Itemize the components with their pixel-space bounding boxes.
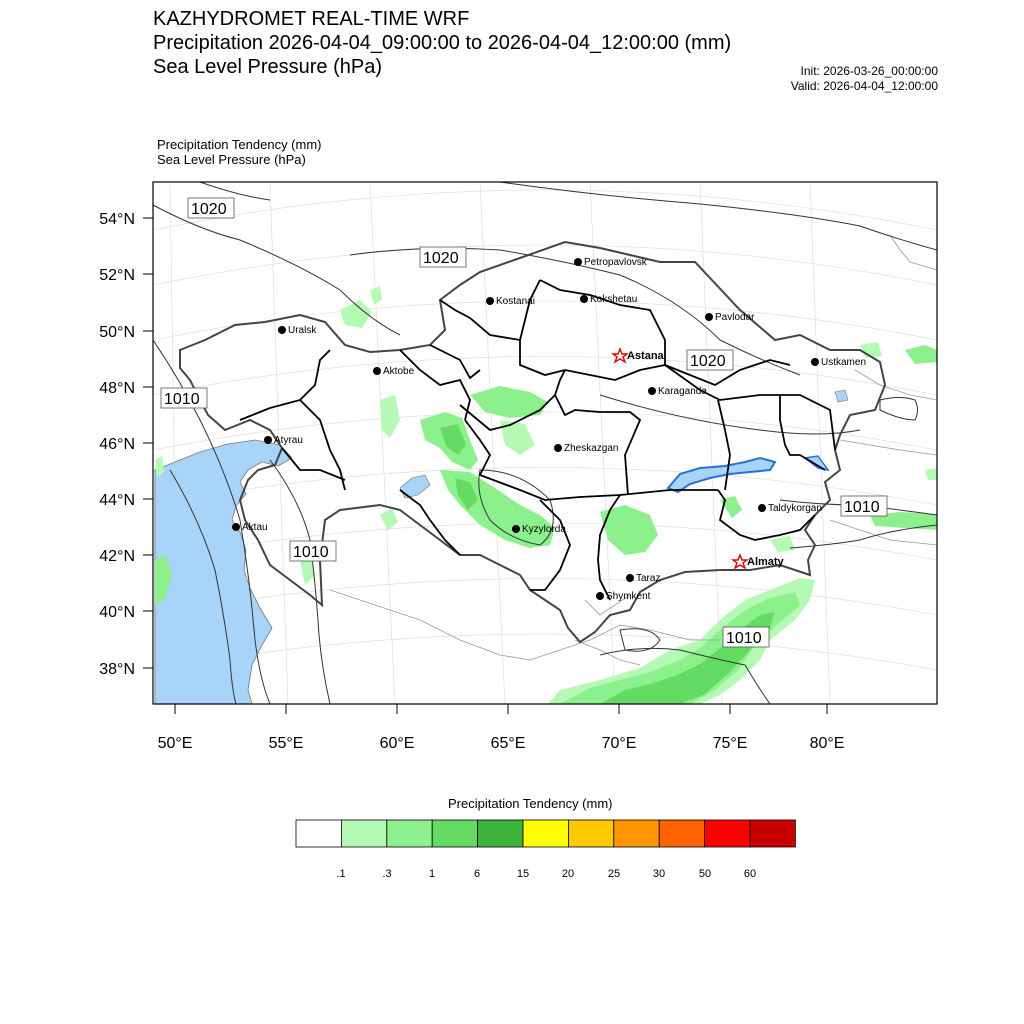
isobar-label: 1020 — [423, 250, 459, 267]
city-dot — [373, 367, 381, 375]
isobar-label: 1020 — [191, 201, 227, 218]
city-dot — [596, 592, 604, 600]
aral-sea — [400, 475, 430, 498]
lon-label: 60°E — [379, 735, 415, 752]
isobar-label: 1020 — [690, 353, 726, 370]
city-dot — [264, 436, 272, 444]
subtitle-slp: Sea Level Pressure (hPa) — [157, 152, 306, 167]
city-dot — [232, 523, 240, 531]
city-label: Astana — [627, 350, 664, 362]
city-label: Aktobe — [383, 366, 415, 377]
isobar-label: 1010 — [726, 630, 762, 647]
colorbar-swatch — [341, 820, 386, 847]
subtitle-precip: Precipitation Tendency (mm) — [157, 137, 322, 152]
city-dot — [811, 358, 819, 366]
lake-zaysan — [805, 456, 828, 470]
precipitation-field — [155, 286, 937, 704]
city-dot — [705, 313, 713, 321]
city-label: Atyrau — [274, 435, 303, 446]
colorbar-swatch — [705, 820, 750, 847]
init-time: Init: 2026-03-26_00:00:00 — [800, 64, 938, 78]
city-label: Uralsk — [288, 325, 317, 336]
city-label: Shymkent — [606, 591, 651, 602]
colorbar-label: 30 — [652, 868, 666, 880]
city-dot — [278, 326, 286, 334]
lon-label: 70°E — [601, 735, 637, 752]
lat-label: 44°N — [99, 492, 135, 509]
capital-star-icon — [613, 349, 627, 362]
colorbar-label: .1 — [336, 868, 346, 880]
city-label: Pavlodar — [715, 312, 755, 323]
lon-label: 75°E — [712, 735, 748, 752]
city-label: Zheskazgan — [564, 443, 619, 454]
city-label: Kostanai — [496, 296, 535, 307]
colorbar-swatch — [478, 820, 523, 847]
colorbar-swatch — [750, 820, 795, 847]
lat-label: 42°N — [99, 548, 135, 565]
colorbar-labels — [336, 868, 756, 880]
colorbar-swatch — [432, 820, 477, 847]
lon-label: 50°E — [157, 735, 193, 752]
isobar-label: 1010 — [844, 499, 880, 516]
city-dot — [626, 574, 634, 582]
city-label: Kyzylorda — [522, 524, 566, 535]
lat-ticks — [143, 218, 153, 668]
colorbar-swatch — [659, 820, 704, 847]
colorbar-label: .3 — [382, 868, 392, 880]
lon-label: 65°E — [490, 735, 526, 752]
city-dot — [512, 525, 520, 533]
colorbar-label: 20 — [561, 868, 575, 880]
city-label: Almaty — [747, 556, 784, 568]
city-dot — [574, 258, 582, 266]
colorbar-label: 1 — [428, 868, 436, 880]
lat-label: 52°N — [99, 267, 135, 284]
colorbar-swatch — [523, 820, 568, 847]
colorbar-swatch — [387, 820, 432, 847]
isobar-label: 1010 — [293, 544, 329, 561]
title-line-3: Sea Level Pressure (hPa) — [153, 56, 383, 78]
lon-ticks — [175, 704, 827, 714]
isobar-label: 1010 — [164, 391, 200, 408]
colorbar-label: 6 — [473, 868, 481, 880]
city-dot — [580, 295, 588, 303]
city-label: Petropavlovsk — [584, 257, 647, 268]
lake-balkhash — [668, 458, 775, 492]
city-dot — [554, 444, 562, 452]
colorbar-label: 50 — [698, 868, 712, 880]
city-label: Aktau — [242, 522, 268, 533]
city-dot — [758, 504, 766, 512]
lon-label: 80°E — [809, 735, 845, 752]
city-label: Taraz — [636, 573, 661, 584]
colorbar-swatch — [296, 820, 341, 847]
title-line-2: Precipitation 2026-04-04_09:00:00 to 2026-04-04_12:00:00 (mm) — [153, 32, 732, 54]
colorbar-title: Precipitation Tendency (mm) — [448, 796, 613, 811]
colorbar-label: 15 — [516, 868, 530, 880]
lat-label: 50°N — [99, 324, 135, 341]
city-label: Taldykorgan — [768, 503, 822, 514]
colorbar-swatch — [614, 820, 659, 847]
lat-label: 38°N — [99, 661, 135, 678]
lat-label: 54°N — [99, 211, 135, 228]
valid-time: Valid: 2026-04-04_12:00:00 — [790, 79, 938, 93]
city-dot — [648, 387, 656, 395]
city-label: Kokshetau — [590, 294, 638, 305]
city-label: Ustkamen — [821, 357, 867, 368]
colorbar — [296, 820, 795, 847]
lat-label: 48°N — [99, 380, 135, 397]
lat-label: 46°N — [99, 436, 135, 453]
lat-label: 40°N — [99, 604, 135, 621]
colorbar-label: 25 — [607, 868, 621, 880]
title-line-1: KAZHYDROMET REAL-TIME WRF — [153, 8, 470, 30]
city-dot — [486, 297, 494, 305]
lon-label: 55°E — [268, 735, 304, 752]
capital-star-icon — [733, 555, 747, 568]
colorbar-swatch — [568, 820, 613, 847]
lake-alakol — [835, 390, 848, 402]
colorbar-label: 60 — [743, 868, 757, 880]
city-label: Karaganda — [658, 386, 707, 397]
